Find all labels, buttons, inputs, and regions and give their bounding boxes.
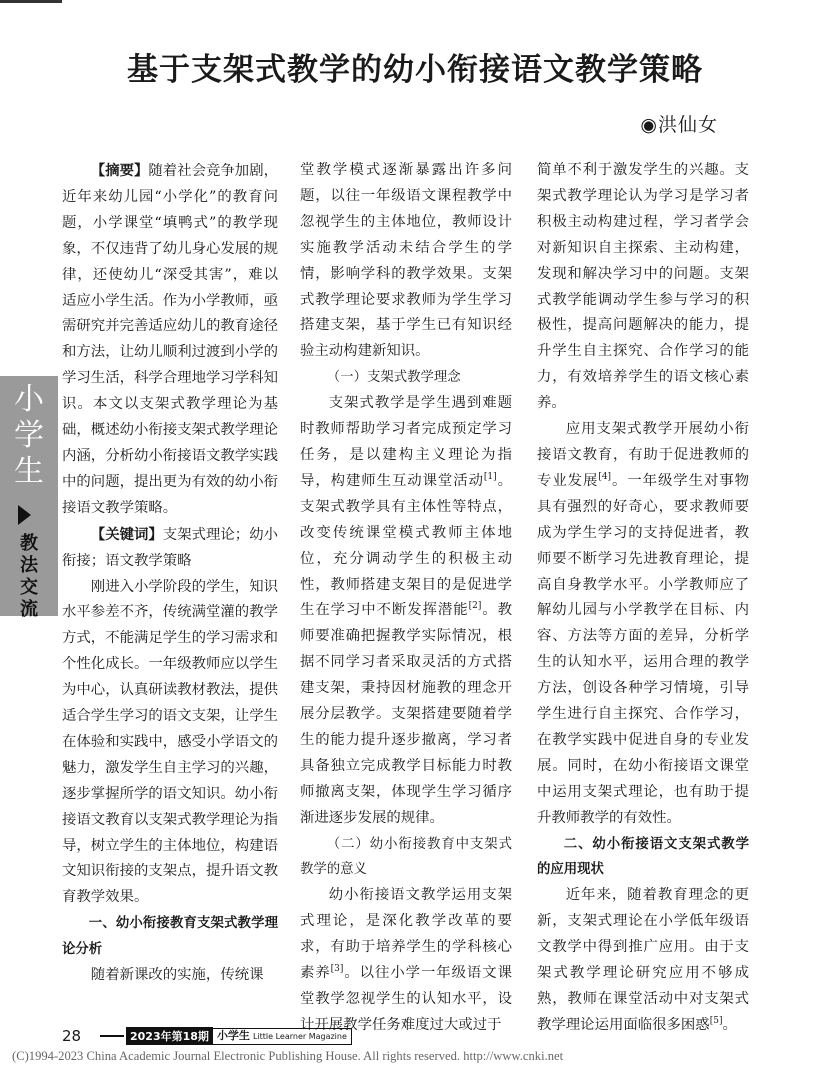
citation: [4] bbox=[598, 472, 612, 483]
paragraph: 简单不利于激发学生的兴趣。支架式教学理论认为学习是学习者积极主动构建过程，学习者学会对新知识自主探索、主动构建，发现和解决学习中的问题。支架式教学能调动学生参与学习的积极性，提高问题解决的能力，提升学生自主探究、合作学习的能力，有效培养学生的语文核心素养。 bbox=[537, 162, 749, 412]
paragraph: 近年来，随着教育理念的更新，支架式理论在小学低年级语文教学中得到推广应用。由于支架式教学理论研究应用不够成熟，教师在课堂活动中对支架式教学理论运用面临很多困惑[5]。 bbox=[537, 887, 749, 1033]
abstract-text: 随着社会竞争加剧，近年来幼儿园“小学化”的教育问题，小学课堂“填鸭式”的教学现象，不仅违背了幼儿身心发展的规律，还使幼儿“深受其害”，难以适应小学生活。作为小学教师，亟需研究并完善适应幼儿的教育途径和方法，让幼儿顺利过渡到小学的学习生活，科学合理地学习学科知识。本文以支架式教学理论为基础，概述幼小衔接支架式教学理论内涵，分析幼小衔接语文教学实践中的问题，提出更为有效的幼小衔接语文教学策略。 bbox=[62, 163, 278, 516]
sidebar-sub-char: 交 bbox=[20, 577, 38, 598]
citation: [1] bbox=[483, 472, 497, 483]
subsection-heading: （二）幼小衔接教育中支架式教学的意义 bbox=[300, 836, 512, 878]
copyright-notice: (C)1994-2023 China Academic Journal Electronic Publishing House. All rights reserved. http://www.cnki.net bbox=[12, 1049, 564, 1063]
paragraph: 刚进入小学阶段的学生，知识水平参差不齐，传统满堂灌的教学方式，不能满足学生的学习需求和个性化成长。一年级教师应以学生为中心，认真研读教材教法，提供适合学生学习的语文支架，让学生在体验和实践中，感受小学语文的魅力，激发学生自主学习的兴趣，逐步掌握所学的语文知识。幼小衔接语文教育以支架式教学理论为指导，树立学生的主体地位，构建语文知识衔接的支架点，提升语文教育教学效果。 bbox=[62, 578, 278, 906]
sidebar-char: 生 bbox=[14, 454, 44, 489]
sidebar-magazine-label bbox=[0, 382, 58, 490]
citation: [5] bbox=[709, 1016, 723, 1027]
paragraph: 幼小衔接语文教学运用支架式理论，是深化教学改革的要求，有助于培养学生的学科核心素养[3]。以往小学一年级语文课堂教学忽视学生的认知水平，设计开展教学任务难度过大或过于 bbox=[300, 887, 512, 1033]
text-column-2 bbox=[300, 158, 512, 1039]
sidebar-sub-char: 教 bbox=[20, 533, 38, 554]
keywords bbox=[62, 522, 278, 575]
text-column-1 bbox=[62, 158, 278, 989]
sidebar-sub-char: 流 bbox=[20, 599, 38, 620]
section-heading: 一、幼小衔接教育支架式教学理论分析 bbox=[62, 916, 278, 958]
citation: [3] bbox=[330, 964, 344, 975]
top-rule bbox=[0, 0, 62, 3]
sidebar-char: 小 bbox=[14, 382, 44, 417]
citation: [2] bbox=[468, 601, 482, 612]
paragraph: 堂教学模式逐渐暴露出许多问题，以往一年级语文课程教学中忽视学生的主体地位，教师设计实施教学活动未结合学生的学情，影响学科的教学效果。支架式教学理论要求教师为学生学习搭建支架，基于学生已有知识经验主动构建新知识。 bbox=[300, 162, 512, 360]
abstract bbox=[62, 158, 278, 522]
issue-badge: 2023年第18期 bbox=[126, 1027, 213, 1045]
page-footer bbox=[62, 1027, 352, 1045]
text-column-3 bbox=[537, 158, 749, 1039]
abstract-label: 【摘要】 bbox=[90, 162, 149, 179]
magazine-english-name: Little Learner Magazine bbox=[252, 1031, 347, 1041]
play-arrow-icon bbox=[18, 505, 31, 525]
keywords-text: 支架式理论；幼小衔接；语文教学策略 bbox=[62, 526, 278, 569]
keywords-label: 【关键词】 bbox=[90, 525, 163, 543]
footer-rule bbox=[100, 1035, 124, 1037]
sidebar-column-label bbox=[0, 533, 58, 621]
article-title: 基于支架式教学的幼小衔接语文教学策略 bbox=[127, 52, 703, 88]
paragraph: 支架式教学是学生遇到难题时教师帮助学习者完成预定学习任务，是以建构主义理论为指导，构建师生互动课堂活动[1]。支架式教学具有主体性等特点，改变传统课堂模式教师主体地位，充分调动学生的积极主动性，教师搭建支架目的是促进学生在学习中不断发挥潜能[2]。教师要准确把握教学实际情况，根据不同学习者采取灵活的方式搭建支架，秉持因材施教的理念开展分层教学。支架搭建要随着学生的能力提升逐步撤离，学习者具备独立完成教学目标能力时教师撤离支架，体现学生学习循序渐进逐步发展的规律。 bbox=[300, 395, 512, 826]
author-name: ◉洪仙女 bbox=[640, 114, 718, 136]
section-heading: 二、幼小衔接语文支架式教学的应用现状 bbox=[537, 836, 749, 878]
magazine-name: 小学生 Little Learner Magazine bbox=[213, 1028, 352, 1045]
page-number: 28 bbox=[62, 1027, 82, 1045]
paragraph: 随着新课改的实施，传统课 bbox=[90, 967, 264, 984]
paragraph: 应用支架式教学开展幼小衔接语文教育，有助于促进教师的专业发展[4]。一年级学生对事物具有强烈的好奇心，要求教师要成为学生学习的支持促进者，教师要不断学习先进教育理论，提高自身教学水平。小学教师应了解幼儿园与小学教学在目标、内容、方法等方面的差异，分析学生的认知水平，运用合理的教学方法，创设各种学习情境，引导学生进行自主探究、合作学习，在教学实践中促进自身的专业发展。同时，在幼小衔接语文课堂中运用支架式理论，也有助于提升教师教学的有效性。 bbox=[537, 421, 749, 826]
subsection-heading: （一）支架式教学理念 bbox=[326, 370, 461, 386]
sidebar-sub-char: 法 bbox=[20, 555, 38, 576]
sidebar-char: 学 bbox=[14, 418, 44, 453]
